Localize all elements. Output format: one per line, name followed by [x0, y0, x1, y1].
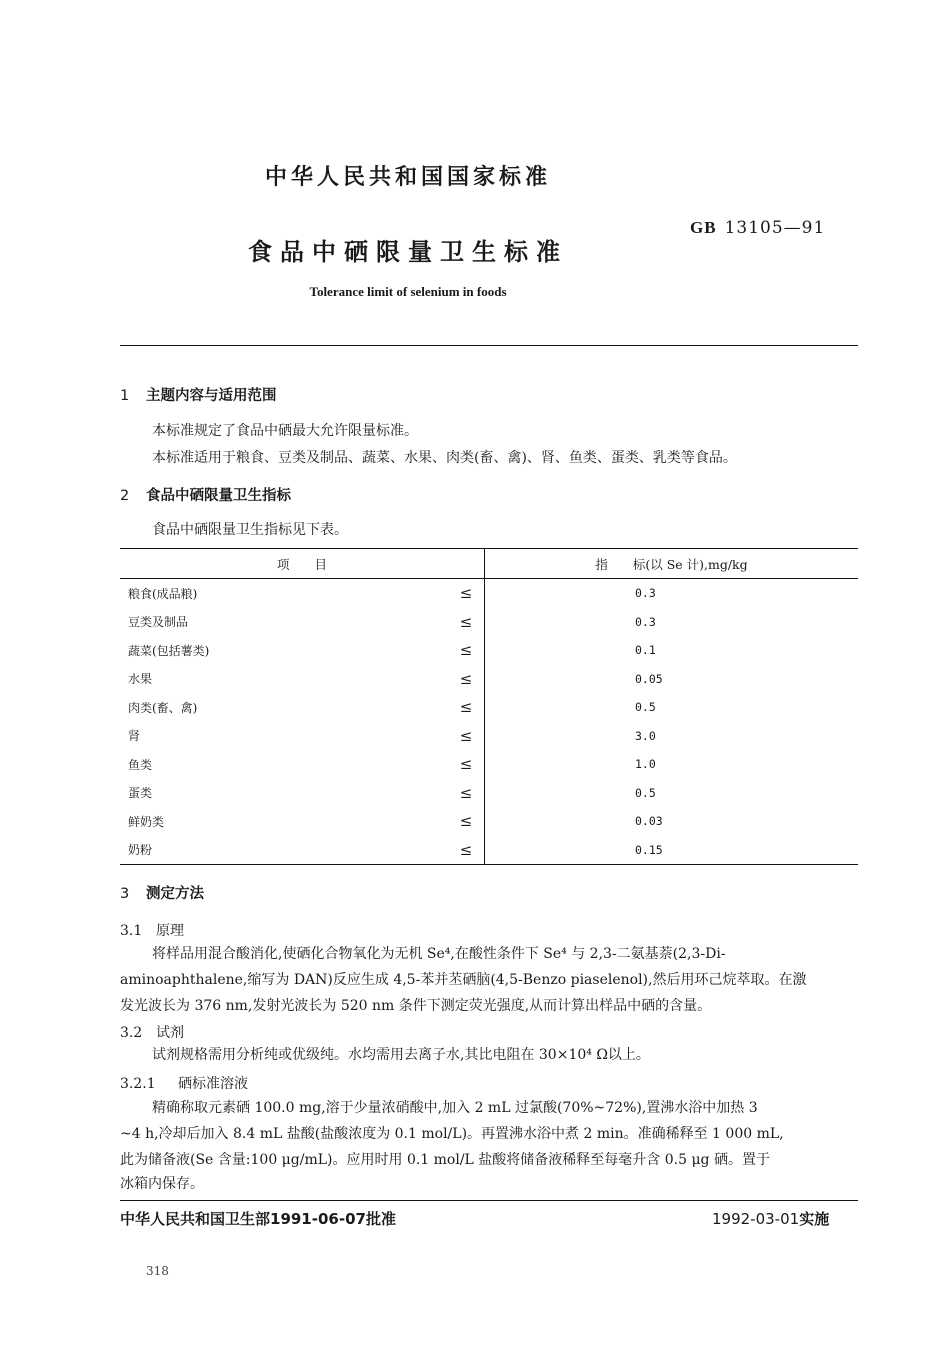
subsection-3-2-heading	[120, 1022, 184, 1042]
section-2-heading	[120, 484, 291, 505]
row-symbol: ≤	[459, 641, 473, 660]
effective-statement	[712, 1208, 829, 1229]
subsection-title: 原理	[156, 923, 184, 939]
standard-solution-line-3: 此为储备液(Se 含量:100 μg/mL)。应用时用 0.1 mol/L 盐酸将储备液稀释至每毫升含 0.5 μg 硒。置于	[120, 1152, 770, 1168]
standard-solution-line-4: 冰箱内保存。	[120, 1176, 204, 1192]
row-value: 0.1	[485, 636, 859, 665]
row-item: 豆类及制品	[128, 615, 189, 630]
row-item: 奶粉	[120, 836, 448, 865]
row-value: 0.5	[485, 779, 859, 808]
table-row	[120, 722, 858, 751]
row-value: 0.3	[485, 608, 859, 637]
section-title: 测定方法	[146, 886, 204, 902]
national-standard-heading: 中华人民共和国国家标准	[264, 165, 551, 190]
section-2-paragraph: 食品中硒限量卫生指标见下表。	[152, 522, 348, 538]
page-number: 318	[146, 1264, 169, 1278]
section-number: 1	[120, 388, 130, 404]
row-symbol: ≤	[459, 698, 473, 717]
row-item: 肾	[128, 729, 141, 744]
document-subtitle-english: Tolerance limit of selenium in foods	[309, 284, 507, 299]
gb-number: 13105—91	[724, 218, 826, 238]
section-3-heading	[120, 882, 204, 903]
table-header-row	[120, 549, 858, 579]
column-header-item: 项 目	[120, 549, 485, 579]
row-item: 肉类(畜、禽)	[128, 700, 198, 715]
row-symbol: ≤	[448, 836, 485, 865]
header-divider	[120, 345, 858, 346]
row-value: 3.0	[485, 722, 859, 751]
row-symbol: ≤	[459, 755, 473, 774]
section-number: 2	[120, 488, 130, 504]
document-title: 食品中硒限量卫生标准	[248, 238, 568, 266]
subsection-title: 硒标准溶液	[178, 1076, 248, 1092]
table-row	[120, 608, 858, 637]
effective-date: 1992-03-01	[712, 1210, 800, 1228]
section-1-paragraph-1: 本标准规定了食品中硒最大允许限量标准。	[152, 423, 418, 439]
row-value: 1.0	[485, 750, 859, 779]
row-item: 蔬菜(包括薯类)	[128, 643, 210, 658]
row-value: 0.15	[485, 836, 859, 865]
row-item: 鱼类	[128, 757, 153, 772]
section-1-heading	[120, 384, 277, 405]
reagents-line-1: 试剂规格需用分析纯或优级纯。水均需用去离子水,其比电阻在 30×10⁴ Ω以上。	[152, 1047, 650, 1063]
subsection-number: 3.2	[120, 1025, 143, 1041]
row-symbol: ≤	[459, 612, 473, 631]
table-row	[120, 807, 858, 836]
row-symbol: ≤	[459, 783, 473, 802]
row-item: 水果	[128, 672, 153, 687]
row-symbol: ≤	[459, 726, 473, 745]
table-row	[120, 779, 858, 808]
section-title: 食品中硒限量卫生指标	[146, 488, 291, 504]
row-symbol: ≤	[459, 669, 473, 688]
row-value: 0.5	[485, 693, 859, 722]
standard-solution-line-1: 精确称取元素硒 100.0 mg,溶于少量浓硝酸中,加入 2 mL 过氯酸(70%~72%),置沸水浴中加热 3	[152, 1100, 758, 1116]
column-header-value: 指 标(以 Se 计),mg/kg	[485, 549, 859, 579]
subsection-number: 3.2.1	[120, 1076, 156, 1092]
row-symbol: ≤	[459, 584, 473, 603]
subsection-number: 3.1	[120, 923, 143, 939]
section-number: 3	[120, 886, 130, 902]
section-title: 主题内容与适用范围	[146, 388, 277, 404]
approval-statement: 中华人民共和国卫生部1991-06-07批准	[120, 1210, 396, 1228]
table-row	[120, 750, 858, 779]
row-value: 0.3	[485, 579, 859, 608]
table-row	[120, 836, 858, 865]
principle-line-2: aminoaphthalene,缩写为 DAN)反应生成 4,5-苯并苤硒脑(4,5-Benzo piaselenol),然后用环己烷萃取。在激	[120, 972, 807, 988]
subsection-3-2-1-heading	[120, 1073, 248, 1093]
table-row	[120, 636, 858, 665]
row-item: 蛋类	[128, 786, 153, 801]
table-row	[120, 665, 858, 694]
principle-line-3: 发光波长为 376 nm,发射光波长为 520 nm 条件下测定荧光强度,从而计算出样品中硒的含量。	[120, 998, 712, 1014]
subsection-title: 试剂	[156, 1025, 184, 1041]
table-row	[120, 693, 858, 722]
effective-label: 实施	[799, 1210, 830, 1228]
standard-solution-line-2: ~4 h,冷却后加入 8.4 mL 盐酸(盐酸浓度为 0.1 mol/L)。再置沸水浴中煮 2 min。准确稀释至 1 000 mL,	[120, 1126, 784, 1142]
principle-line-1: 将样品用混合酸消化,使硒化合物氧化为无机 Se⁴,在酸性条件下 Se⁴ 与 2,3-二氨基萘(2,3-Di-	[152, 946, 726, 962]
gb-prefix: GB	[690, 218, 717, 237]
row-value: 0.05	[485, 665, 859, 694]
section-1-paragraph-2: 本标准适用于粮食、豆类及制品、蔬菜、水果、肉类(畜、禽)、肾、鱼类、蛋类、乳类等食品。	[152, 450, 737, 466]
row-item: 粮食(成品粮)	[128, 586, 198, 601]
row-item: 鲜奶类	[128, 814, 165, 829]
row-value: 0.03	[485, 807, 859, 836]
table-row	[120, 579, 858, 608]
selenium-limits-table	[120, 548, 858, 865]
footer-divider	[120, 1200, 858, 1201]
row-symbol: ≤	[459, 812, 473, 831]
subsection-3-1-heading	[120, 920, 184, 940]
